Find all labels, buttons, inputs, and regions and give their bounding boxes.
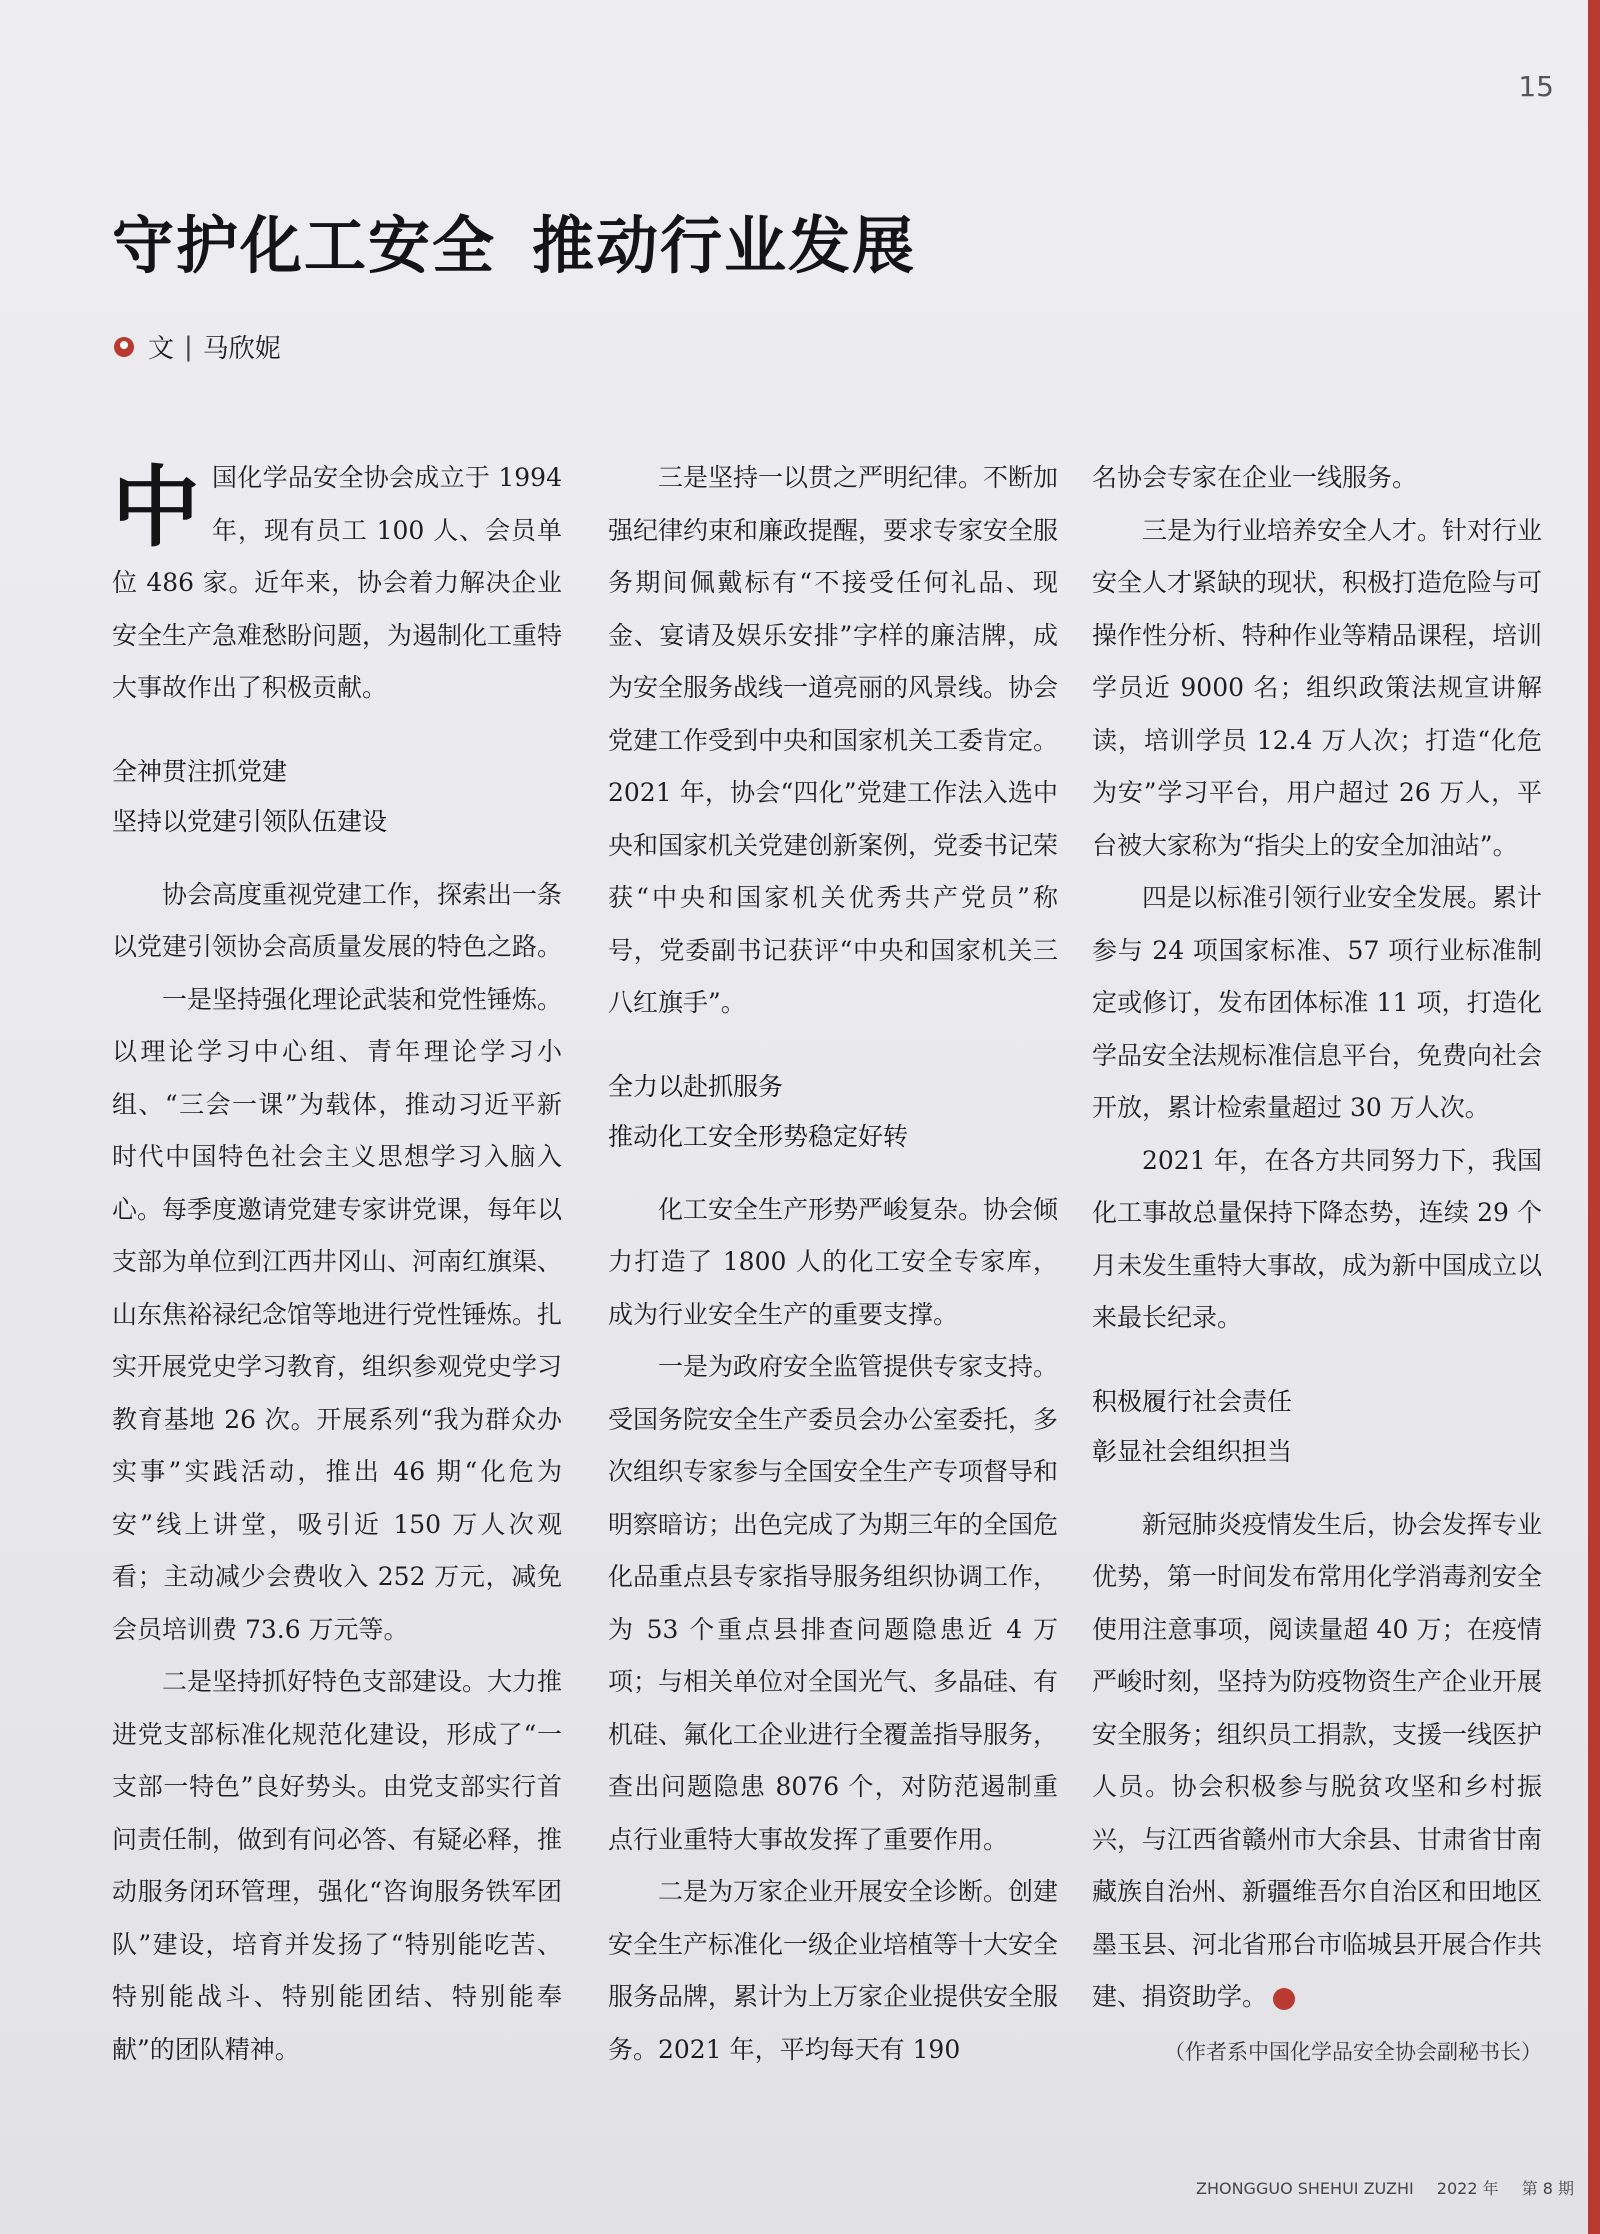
lead-paragraph: [112, 452, 562, 715]
section-heading-1-line-1: 全神贯注抓党建: [112, 756, 288, 786]
paragraph: 2021 年，在各方共同努力下，我国化工事故总量保持下降态势，连续 29 个月未发生重特大事故，成为新中国成立以来最长纪录。: [1092, 1145, 1543, 1332]
section-heading-3-line-2: 彰显社会组织担当: [1092, 1436, 1293, 1466]
title-part-2: 推动行业发展: [532, 209, 917, 282]
paragraph: 二是为万家企业开展安全诊断。创建安全生产标准化一级企业培植等十大安全服务品牌，累计为上万家企业提供安全服务。2021 年，平均每天有 190: [608, 1877, 1059, 2064]
paragraph: 一是为政府安全监管提供专家支持。受国务院安全生产委员会办公室委托，多次组织专家参与全国安全生产专项督导和明察暗访；出色完成了为期三年的全国危化品重点县专家指导服务组织协调工作，为 53 个重点县排查问题隐患近 4 万项；与相关单位对全国光气、多晶硅、有机硅、氟化工企业进行全覆盖指导服务，查出问题隐患 8076 个，对防范遏制重点行业重特大事故发挥了重要作用。: [608, 1352, 1059, 1854]
byline-separator: |: [184, 331, 193, 362]
page-footer: [1196, 2176, 1592, 2199]
section-heading-2: [608, 1062, 1058, 1162]
end-mark-icon: [1273, 1988, 1295, 2010]
author-icon: [114, 337, 134, 357]
section-heading-2-line-2: 推动化工安全形势稳定好转: [608, 1121, 909, 1151]
paragraph: 三是为行业培养安全人才。针对行业安全人才紧缺的现状，积极打造危险与可操作性分析、特种作业等精品课程，培训学员近 9000 名；组织政策法规宣讲解读，培训学员 12.4 万人次；打造“化危为安”学习平台，用户超过 26 万人，平台被大家称为“指尖上的安全加油站”。: [1092, 515, 1543, 860]
paragraph-continued: 名协会专家在企业一线服务。: [1092, 463, 1418, 492]
paragraph: 一是坚持强化理论武装和党性锤炼。以理论学习中心组、青年理论学习小组、“三会一课”为载体，推动习近平新时代中国特色社会主义思想学习入脑入心。每季度邀请党建专家讲党课，每年以支部为单位到江西井冈山、河南红旗渠、山东焦裕禄纪念馆等地进行党性锤炼。扎实开展党史学习教育，组织参观党史学习教育基地 26 次。开展系列“我为群众办实事”实践活动，推出 46 期“化危为安”线上讲堂，吸引近 150 万人次观看；主动减少会费收入 252 万元，减免会员培训费 73.6 万元等。: [112, 984, 563, 1644]
byline: [114, 328, 281, 365]
section-heading-3: [1092, 1377, 1542, 1477]
paragraph: 三是坚持一以贯之严明纪律。不断加强纪律约束和廉政提醒，要求专家安全服务期间佩戴标有“不接受任何礼品、现金、宴请及娱乐安排”字样的廉洁牌，成为安全服务战线一道亮丽的风景线。协会党建工作受到中央和国家机关工委肯定。2021 年，协会“四化”党建工作法入选中央和国家机关党建创新案例，党委书记荣获“中央和国家机关优秀共产党员”称号，党委副书记获评“中央和国家机关三八红旗手”。: [608, 463, 1059, 1017]
article-title: [112, 196, 916, 285]
section-heading-2-line-1: 全力以赴抓服务: [608, 1071, 784, 1101]
paragraph: 二是坚持抓好特色支部建设。大力推进党支部标准化规范化建设，形成了“一支部一特色”良好势头。由党支部实行首问责任制，做到有问必答、有疑必释，推动服务闭环管理，强化“咨询服务铁军团队”建设，培育并发扬了“特别能吃苦、特别能战斗、特别能团结、特别能奉献”的团队精神。: [112, 1667, 563, 2064]
paragraph: 化工安全生产形势严峻复杂。协会倾力打造了 1800 人的化工安全专家库，成为行业安全生产的重要支撑。: [608, 1194, 1059, 1329]
section-heading-3-line-1: 积极履行社会责任: [1092, 1386, 1293, 1416]
page-number: 15: [1518, 70, 1554, 103]
section-heading-1: [112, 747, 562, 847]
byline-author: 马欣妮: [202, 334, 281, 364]
column-1: [112, 452, 562, 2076]
column-2: [608, 452, 1058, 2076]
paragraph: 协会高度重视党建工作，探索出一条以党建引领协会高质量发展的特色之路。: [112, 879, 563, 961]
title-part-1: 守护化工安全: [112, 209, 497, 282]
byline-label: 文: [148, 334, 175, 364]
drop-cap: 中: [112, 456, 201, 559]
column-3: [1092, 452, 1542, 2070]
footer-issue: 第 8 期: [1521, 2179, 1575, 2198]
final-text: 新冠肺炎疫情发生后，协会发挥专业优势，第一时间发布常用化学消毒剂安全使用注意事项，阅读量超 40 万；在疫情严峻时刻，坚持为防疫物资生产企业开展安全服务；组织员工捐款，支援一线医护人员。协会积极参与脱贫攻坚和乡村振兴，与江西省赣州市大余县、甘肃省甘南藏族自治州、新疆维吾尔自治区和田地区墨玉县、河北省邢台市临城县开展合作共建、捐资助学。: [1092, 1509, 1543, 2011]
section-heading-1-line-2: 坚持以党建引领队伍建设: [112, 806, 388, 836]
paragraph-final: [1092, 1499, 1542, 2024]
paragraph: 四是以标准引领行业安全发展。累计参与 24 项国家标准、57 项行业标准制定或修订，发布团体标准 11 项，打造化学品安全法规标准信息平台，免费向社会开放，累计检索量超过 30 万人次。: [1092, 883, 1543, 1122]
page-edge-stripe: [1588, 0, 1600, 2234]
footer-magazine: ZHONGGUO SHEHUI ZUZHI: [1196, 2179, 1414, 2198]
lead-text: 国化学品安全协会成立于 1994 年，现有员工 100 人、会员单位 486 家。近年来，协会着力解决企业安全生产急难愁盼问题，为遏制化工重特大事故作出了积极贡献。: [112, 463, 563, 702]
footer-year: 2022 年: [1436, 2179, 1499, 2198]
author-note: （作者系中国化学品安全协会副秘书长）: [1164, 2039, 1542, 2064]
